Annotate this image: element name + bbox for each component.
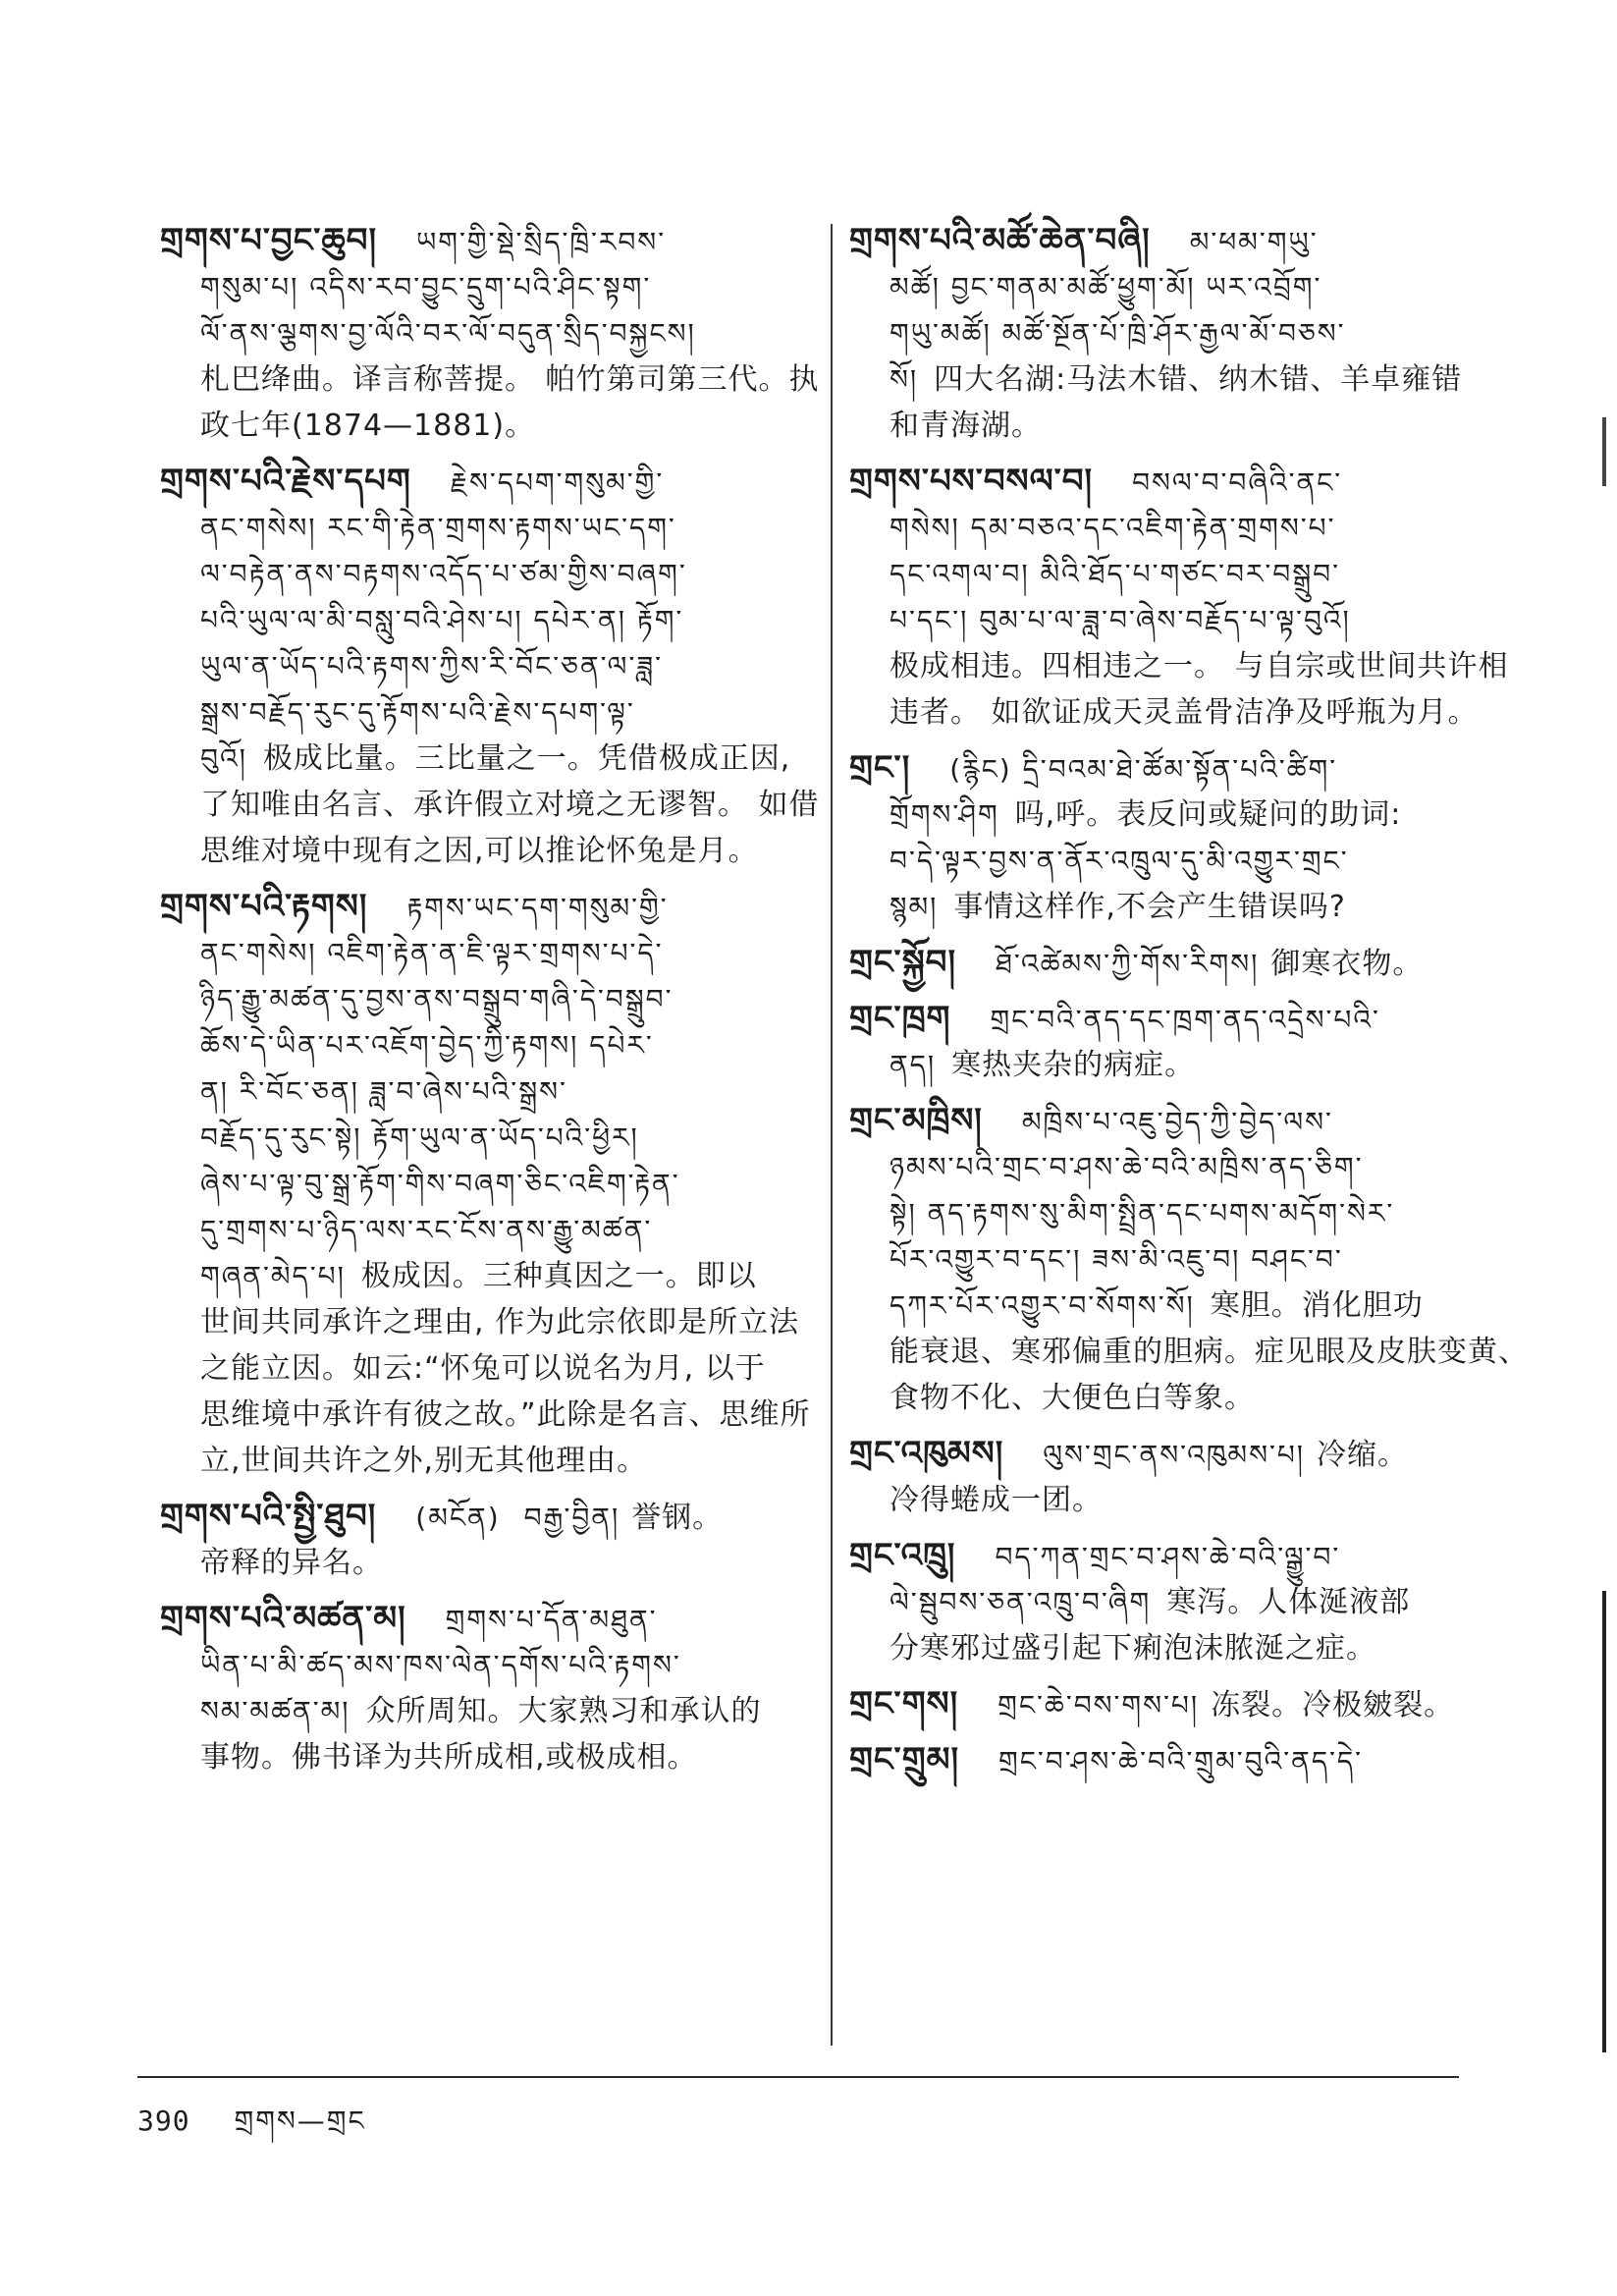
chinese-gloss: 极成相违。四相违之一。 与自宗或世间共许相: [889, 649, 1509, 683]
chinese-gloss: 思维境中承许有彼之故。”此除是名言、思维所: [200, 1397, 811, 1432]
entry-head-line: [160, 1494, 847, 1540]
tibetan-line: [160, 976, 847, 1022]
headword: གྲང་གས།: [849, 1684, 959, 1723]
chinese-line: [849, 1329, 1536, 1375]
entry-head-line: [160, 884, 847, 930]
tibetan-definition: རྗེས་དཔག་གསུམ་གྱི་: [450, 466, 665, 499]
tibetan-line: [849, 597, 1536, 643]
tibetan-line: [849, 1190, 1536, 1236]
tibetan-definition: རྟགས་ཡང་དག་གསུམ་གྱི་: [406, 892, 669, 924]
tibetan-definition: བརྗོད་དུ་རུང་སྟེ། རྟོག་ཡུལ་ན་ཡོད་པའི་ཕྱིར།: [200, 1121, 639, 1154]
chinese-line: [160, 1392, 847, 1438]
dictionary-entry: [160, 884, 847, 1484]
tibetan-line: [160, 643, 847, 689]
dictionary-entry: [849, 1737, 1536, 1783]
tibetan-definition: བད་ཀན་གྲང་བ་ཤས་ཆེ་བའི་ལྒྱུ་བ་: [995, 1541, 1341, 1573]
chinese-gloss: 寒泻。人体涎液部: [1166, 1585, 1411, 1619]
page-footer: [137, 2090, 366, 2167]
chinese-line: [849, 1625, 1536, 1671]
tibetan-definition: བསལ་བ་བཞིའི་ནང་: [1132, 466, 1343, 499]
chinese-line: [160, 1540, 847, 1586]
chinese-gloss: 极成因。三种真因之一。即以: [360, 1259, 757, 1293]
tibetan-line: [160, 1022, 847, 1068]
mixed-line: [849, 1579, 1536, 1625]
chinese-line: [849, 1477, 1536, 1523]
tibetan-line: [849, 1236, 1536, 1283]
tibetan-line: [849, 310, 1536, 356]
tibetan-definition: སམ་མཚན་མ།: [200, 1695, 350, 1727]
headword: གྲང་འཁྲུ།: [849, 1536, 956, 1575]
chinese-gloss: 事物。佛书译为共所成相,或极成相。: [200, 1740, 698, 1775]
dictionary-entry: [160, 459, 847, 874]
chinese-gloss: 寒胆。消化胆功: [1210, 1288, 1424, 1323]
dictionary-entry: [849, 1098, 1536, 1421]
headword: གྲང་འཁུམས།: [849, 1434, 1004, 1473]
dictionary-entry: [849, 1431, 1536, 1523]
chinese-gloss: 立,世间共许之外,别无其他理由。: [200, 1444, 648, 1478]
headword: གྲང་སྐྱོབ།: [849, 943, 956, 982]
chinese-line: [849, 689, 1536, 736]
dictionary-entry: [849, 1681, 1536, 1727]
tibetan-line: [160, 1207, 847, 1253]
tibetan-definition: པའི་ཡུལ་ལ་མི་བསླུ་བའི་ཤེས་པ། དཔེར་ན། རྟོག་: [200, 604, 684, 636]
chinese-line: [160, 356, 847, 403]
entry-head-line: [849, 1737, 1536, 1783]
tibetan-line: [849, 551, 1536, 597]
headword: གྲང་ཁྲག: [849, 999, 951, 1038]
tibetan-definition: བ་དེ་ལྟར་བྱས་ན་ནོར་འཁྲུལ་དུ་མི་འགྱུར་གྲང་: [889, 845, 1349, 877]
tibetan-definition: བརྒྱ་བྱིན།: [523, 1502, 620, 1534]
tibetan-line: [160, 1115, 847, 1161]
tibetan-line: [160, 310, 847, 356]
tibetan-definition: དཀར་པོར་འགྱུར་བ་སོགས་སོ།: [889, 1289, 1195, 1322]
tibetan-line: [160, 551, 847, 597]
tibetan-definition: མཚོ། བྱང་གནམ་མཚོ་ཕྱུག་མོ། ཡར་འབྲོག་: [889, 271, 1322, 303]
left-column: [160, 218, 847, 1790]
tibetan-line: [160, 1642, 847, 1688]
entry-head-line: [160, 1596, 847, 1642]
tibetan-definition: དུ་གྲགས་པ་ཉིད་ལས་རང་ངོས་ནས་རྒྱུ་མཚན་: [200, 1214, 653, 1246]
headword: གྲང་གྲུམ།: [849, 1740, 960, 1779]
chinese-gloss: 极成比量。三比量之一。凭借极成正因,: [262, 741, 791, 776]
tibetan-line: [160, 689, 847, 736]
dictionary-entry: [849, 1533, 1536, 1671]
chinese-line: [160, 1299, 847, 1345]
tibetan-definition: ཐོ་འཚེམས་ཀྱི་གོས་རིགས།: [996, 948, 1260, 980]
tibetan-definition: ཡུལ་ན་ཡོད་པའི་རྟགས་ཀྱིས་རི་བོང་ཅན་ལ་ཟླ་: [200, 650, 663, 683]
tibetan-definition: ནང་གསེས། འཇིག་རྟེན་ན་ཇི་ལྟར་གྲགས་པ་དེ་: [200, 937, 664, 969]
chinese-gloss: 冻裂。冷极皴裂。: [1211, 1688, 1455, 1722]
headword: གྲང་མཁྲིས།: [849, 1101, 983, 1140]
chinese-gloss: 吗,呼。表反问或疑问的助词:: [1014, 797, 1402, 832]
dictionary-entry: [160, 1596, 847, 1780]
page-number: 390: [137, 2105, 190, 2137]
chinese-gloss: 食物不化、大便色白等象。: [889, 1381, 1255, 1415]
column-divider: [831, 224, 833, 2046]
entry-head-line: [849, 940, 1536, 986]
tibetan-definition: གསུམ་པ། འདིས་རབ་བྱུང་དྲུག་པའི་ཤིང་སྟག་: [200, 271, 652, 303]
tibetan-line: [160, 505, 847, 551]
headword: གྲགས་པའི་རྗེས་དཔག: [160, 462, 411, 501]
tibetan-definition: ཆོས་དེ་ཡིན་པར་འཇོག་བྱེད་ཀྱི་རྟགས། དཔེར་: [200, 1029, 654, 1062]
chinese-line: [160, 1438, 847, 1484]
chinese-gloss: 了知唯由名言、承许假立对境之无谬智。 如借: [200, 788, 820, 822]
entry-head-line: [849, 1431, 1536, 1477]
mixed-line: [849, 356, 1536, 403]
entry-head-line: [160, 459, 847, 505]
dictionary-entry: [160, 1494, 847, 1586]
tibetan-definition: ལུས་གྲང་ནས་འཁུམས་པ།: [1043, 1439, 1306, 1471]
headword: གྲགས་པའི་མཚན་མ།: [160, 1599, 406, 1638]
tibetan-line: [849, 1144, 1536, 1190]
tibetan-definition: པ་དང་། བུམ་པ་ལ་ཟླ་བ་ཞེས་བརྗོད་པ་ལྟ་བུའོ།: [889, 604, 1351, 636]
tibetan-definition: ལེ་སྦུབས་ཅན་འཁྲུ་བ་ཞིག: [889, 1586, 1152, 1618]
chinese-gloss: 事情这样作,不会产生错误吗?: [953, 890, 1346, 924]
chinese-gloss: 帝释的异名。: [200, 1546, 383, 1580]
tibetan-definition: ནང་གསེས། རང་གི་རྟེན་གྲགས་རྟགས་ཡང་དག་: [200, 512, 676, 544]
tibetan-definition: ཉམས་པའི་གྲང་བ་ཤས་ཆེ་བའི་མཁྲིས་ནད་ཅིག་: [889, 1151, 1364, 1183]
tibetan-definition: གྲང་ཆེ་བས་གས་པ།: [997, 1689, 1200, 1722]
source-note: (མངོན): [415, 1502, 501, 1534]
tibetan-definition: མ་ཕམ་གཡུ་: [1189, 226, 1319, 258]
mixed-line: [160, 1253, 847, 1299]
tibetan-definition: སྙམ།: [889, 891, 939, 923]
dictionary-entry: [160, 218, 847, 449]
tibetan-line: [849, 838, 1536, 884]
chinese-gloss: 违者。 如欲证成天灵盖骨洁净及呼瓶为月。: [889, 695, 1479, 730]
dictionary-entry: [849, 745, 1536, 930]
tibetan-definition: སྒྲས་བརྗོད་རུང་དུ་རྟོགས་པའི་རྗེས་དཔག་ལྟ་: [200, 696, 635, 729]
tibetan-definition: མཁྲིས་པ་འཇུ་བྱེད་ཀྱི་བྱེད་ལས་: [1021, 1106, 1333, 1138]
chinese-gloss: 和青海湖。: [889, 409, 1042, 443]
tibetan-definition: གཡུ་མཚོ། མཚོ་སྔོན་པོ་ཁྲི་ཤོར་རྒྱལ་མོ་བཅས་: [889, 317, 1346, 350]
chinese-gloss: 御寒衣物。: [1270, 947, 1424, 981]
chinese-line: [849, 403, 1536, 449]
chinese-gloss: 能衰退、寒邪偏重的胆病。症见眼及皮肤变黄、: [889, 1335, 1529, 1369]
chinese-gloss: 冷得蜷成一团。: [889, 1483, 1103, 1517]
dictionary-entry: [849, 459, 1536, 736]
headword: གྲགས་པའི་རྟགས།: [160, 887, 368, 926]
entry-head-line: [849, 1533, 1536, 1579]
chinese-gloss: 世间共同承许之理由, 作为此宗依即是所立法: [200, 1305, 800, 1339]
entry-head-line: [160, 218, 847, 264]
chinese-line: [160, 782, 847, 828]
headword: གྲགས་པའི་མཚོ་ཆེན་བཞི།: [849, 221, 1151, 260]
chinese-line: [160, 1734, 847, 1780]
chinese-line: [849, 1375, 1536, 1421]
mixed-line: [160, 1688, 847, 1734]
entry-head-line: [849, 459, 1536, 505]
tibetan-definition: ནད།: [889, 1049, 937, 1081]
entry-head-line: [849, 996, 1536, 1042]
tibetan-definition: ལ་བརྟེན་ནས་བརྟགས་འདོད་པ་ཙམ་གྱིས་བཞག་: [200, 558, 687, 590]
chinese-gloss: 政七年(1874—1881)。: [200, 409, 536, 443]
running-head: གྲགས—གྲང: [234, 2105, 366, 2137]
chinese-gloss: 思维对境中现有之因,可以推论怀兔是月。: [200, 834, 759, 868]
chinese-line: [160, 403, 847, 449]
chinese-line: [849, 643, 1536, 689]
tibetan-definition: དང་འགལ་བ། མིའི་ཐོད་པ་གཙང་བར་བསྒྲུབ་: [889, 558, 1340, 590]
tibetan-line: [849, 264, 1536, 310]
chinese-gloss: 之能立因。如云:“怀兔可以说名为月, 以于: [200, 1351, 766, 1386]
headword: གྲགས་པས་བསལ་བ།: [849, 462, 1094, 501]
tibetan-definition: གྲང་བའི་ནད་དང་ཁྲག་ནད་འདྲེས་པའི་: [990, 1004, 1380, 1036]
tibetan-definition: ཞེས་པ་ལྟ་བུ་སྒྲ་རྟོག་གིས་བཞག་ཅིང་འཇིག་རྟེན་: [200, 1168, 680, 1200]
tibetan-definition: གྲང་བ་ཤས་ཆེ་བའི་གྲུམ་བུའི་ནད་དེ་: [998, 1745, 1364, 1777]
tibetan-definition: སྟེ། ནད་རྟགས་སུ་མིག་སྤྲིན་དང་པགས་མདོག་སེར་: [889, 1197, 1395, 1230]
scan-edge-mark: [1602, 417, 1606, 486]
tibetan-definition: གཞན་མེད་པ།: [200, 1260, 346, 1292]
chinese-gloss: 誉钢。: [631, 1501, 724, 1535]
chinese-gloss: 分寒邪过盛引起下痢泡沫脓涎之症。: [889, 1631, 1376, 1666]
chinese-gloss: 冷缩。: [1317, 1438, 1409, 1472]
headword: གྲགས་པའི་སྤྱི་ཐུབ།: [160, 1497, 377, 1536]
entry-head-line: [849, 1098, 1536, 1144]
tibetan-line: [160, 1161, 847, 1207]
dictionary-entry: [849, 940, 1536, 986]
tibetan-definition: བུའོ།: [200, 742, 247, 775]
chinese-line: [160, 828, 847, 874]
tibetan-definition: ཡག་གྱི་སྡེ་སྲིད་ཁྲི་རབས་: [416, 226, 667, 258]
entry-head-line: [849, 745, 1536, 792]
mixed-line: [849, 1283, 1536, 1329]
tibetan-definition: ལོ་ནས་ལྕགས་བྱ་ལོའི་བར་ལོ་བདུན་སྲིད་བསྐྱངས།: [200, 317, 696, 350]
chinese-line: [160, 1345, 847, 1392]
tibetan-definition: ན། རི་བོང་ཅན། ཟླ་བ་ཞེས་པའི་སྒྲས་: [200, 1075, 567, 1108]
right-column: [849, 218, 1536, 1793]
tibetan-line: [160, 264, 847, 310]
chinese-gloss: 札巴绛曲。译言称菩提。 帕竹第司第三代。执: [200, 362, 820, 397]
tibetan-line: [160, 930, 847, 976]
chinese-gloss: 众所周知。大家熟习和承认的: [365, 1694, 762, 1728]
headword: གྲགས་པ་བྱང་ཆུབ།: [160, 221, 377, 260]
mixed-line: [160, 736, 847, 782]
tibetan-line: [849, 505, 1536, 551]
chinese-gloss: 四大名湖:马法木错、纳木错、羊卓雍错: [934, 362, 1463, 397]
tibetan-definition: གྲོགས་ཤིག: [889, 798, 999, 831]
tibetan-definition: གྲགས་པ་དོན་མཐུན་: [445, 1604, 658, 1636]
tibetan-definition: ཡིན་པ་མི་ཚད་མས་ཁས་ལེན་དགོས་པའི་རྟགས་: [200, 1649, 681, 1681]
headword: གྲང་།: [849, 748, 911, 788]
mixed-line: [849, 884, 1536, 930]
tibetan-definition: སོ།: [889, 363, 919, 396]
tibetan-definition: གསེས། དམ་བཅའ་དང་འཇིག་རྟེན་གྲགས་པ་: [889, 512, 1336, 544]
chinese-gloss: 寒热夹杂的病症。: [951, 1048, 1196, 1082]
scan-edge-mark: [1602, 1591, 1606, 2052]
dictionary-entry: [849, 996, 1536, 1088]
entry-head-line: [849, 218, 1536, 264]
tibetan-definition: པོར་འགྱུར་བ་དང་། ཟས་མི་འཇུ་བ། བཤང་བ་: [889, 1243, 1343, 1276]
tibetan-definition: (རྙིང) དྲི་བའམ་ཐེ་ཚོམ་སྟོན་པའི་ཚིག་: [949, 753, 1338, 786]
mixed-line: [849, 792, 1536, 838]
mixed-line: [849, 1042, 1536, 1088]
footer-rule: [137, 2076, 1459, 2078]
entry-head-line: [849, 1681, 1536, 1727]
dictionary-entry: [849, 218, 1536, 449]
tibetan-definition: ཉིད་རྒྱུ་མཚན་དུ་བྱས་ནས་བསྒྲུབ་གཞི་དེ་བསྒྲུབ་: [200, 983, 674, 1015]
tibetan-line: [160, 597, 847, 643]
tibetan-line: [160, 1068, 847, 1115]
